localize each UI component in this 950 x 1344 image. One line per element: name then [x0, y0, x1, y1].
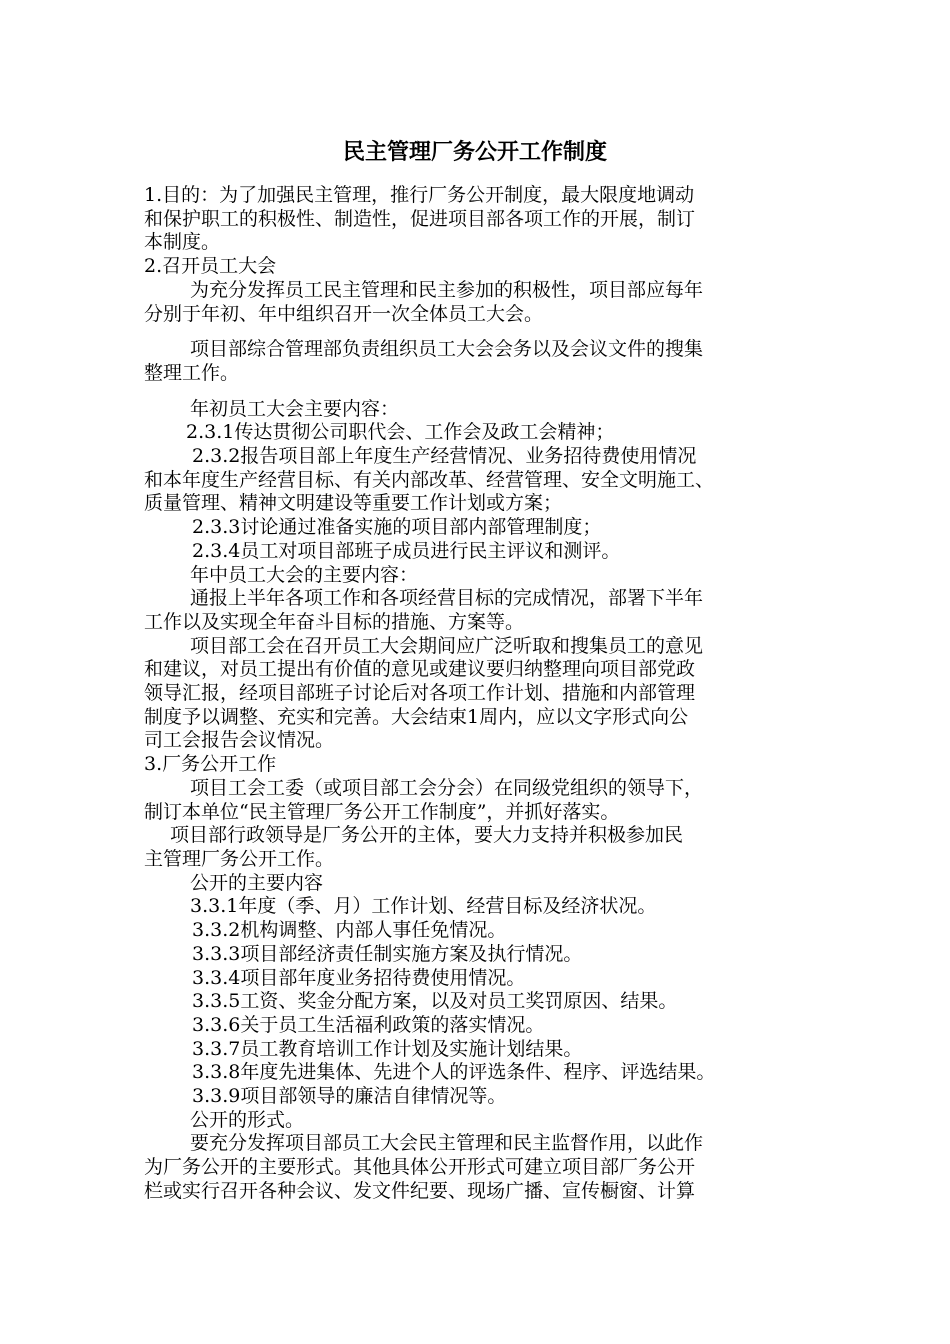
list-item: 3.3.9项目部领导的廉洁自律情况等。 [192, 1085, 507, 1108]
list-item: 3.3.1年度（季、月）工作计划、经营目标及经济状况。 [190, 895, 657, 918]
section-heading: 2.召开员工大会 [144, 255, 277, 278]
text-line: 制度予以调整、充实和完善。大会结束1周内，应以文字形式向公 [144, 705, 689, 728]
text-line: 质量管理、精神文明建设等重要工作计划或方案； [144, 492, 563, 515]
text-line: 公开的形式。 [190, 1108, 305, 1131]
text-line: 栏或实行召开各种会议、发文件纪要、现场广播、宣传橱窗、计算 [144, 1179, 696, 1202]
text-line: 和建议，对员工提出有价值的意见或建议要归纳整理向项目部党政 [144, 658, 696, 681]
text-line: 分别于年初、年中组织召开一次全体员工大会。 [144, 302, 544, 325]
text-line: 为厂务公开的主要形式。其他具体公开形式可建立项目部厂务公开 [144, 1156, 696, 1179]
list-item: 2.3.3讨论通过准备实施的项目部内部管理制度； [192, 516, 602, 539]
text-line: 为充分发挥员工民主管理和民主参加的积极性，项目部应每年 [190, 278, 704, 301]
text-line: 领导汇报，经项目部班子讨论后对各项工作计划、措施和内部管理 [144, 682, 696, 705]
text-line: 公开的主要内容 [190, 871, 324, 894]
text-line: 项目工会工委（或项目部工会分会）在同级党组织的领导下， [190, 776, 704, 799]
list-item: 2.3.1传达贯彻公司职代会、工作会及政工会精神； [186, 421, 615, 444]
text-line: 要充分发挥项目部员工大会民主管理和民主监督作用，以此作 [190, 1132, 704, 1155]
text-line: 和本年度生产经营目标、有关内部改革、经营管理、安全文明施工、 [144, 468, 715, 491]
list-item: 2.3.2报告项目部上年度生产经营情况、业务招待费使用情况 [192, 445, 697, 468]
section-heading: 3.厂务公开工作 [144, 753, 277, 776]
text-line: 主管理厂务公开工作。 [144, 847, 335, 870]
text-line: 1.目的：为了加强民主管理，推行厂务公开制度，最大限度地调动 [144, 184, 695, 206]
text-line: 整理工作。 [144, 361, 240, 384]
list-item: 3.3.7员工教育培训工作计划及实施计划结果。 [192, 1037, 583, 1060]
text-line: 年初员工大会主要内容： [190, 397, 400, 420]
list-item: 3.3.5工资、奖金分配方案，以及对员工奖罚原因、结果。 [192, 990, 678, 1013]
list-item: 3.3.2机构调整、内部人事任免情况。 [192, 919, 507, 942]
document-body [144, 184, 820, 1204]
text-line: 项目部工会在召开员工大会期间应广泛听取和搜集员工的意见 [190, 634, 704, 657]
text-line: 制订本单位“民主管理厂务公开工作制度”，并抓好落实。 [144, 800, 620, 823]
text-line: 司工会报告会议情况。 [144, 729, 335, 752]
list-item: 2.3.4员工对项目部班子成员进行民主评议和测评。 [192, 539, 621, 562]
list-item: 3.3.6关于员工生活福利政策的落实情况。 [192, 1013, 545, 1036]
text-line: 项目部行政领导是厂务公开的主体，要大力支持并积极参加民 [170, 824, 684, 847]
text-line: 年中员工大会的主要内容： [190, 563, 419, 586]
text-line: 通报上半年各项工作和各项经营目标的完成情况，部署下半年 [190, 587, 704, 610]
text-line: 和保护职工的积极性、制造性，促进项目部各项工作的开展，制订 [144, 207, 696, 230]
text-line: 项目部综合管理部负责组织员工大会会务以及会议文件的搜集 [190, 338, 704, 361]
text-line: 本制度。 [144, 231, 221, 254]
document-title: 民主管理厂务公开工作制度 [342, 140, 607, 165]
list-item: 3.3.4项目部年度业务招待费使用情况。 [192, 966, 526, 989]
text-line: 工作以及实现全年奋斗目标的措施、方案等。 [144, 610, 525, 633]
list-item: 3.3.3项目部经济责任制实施方案及执行情况。 [192, 942, 583, 965]
list-item: 3.3.8年度先进集体、先进个人的评选条件、程序、评选结果。 [192, 1061, 716, 1084]
